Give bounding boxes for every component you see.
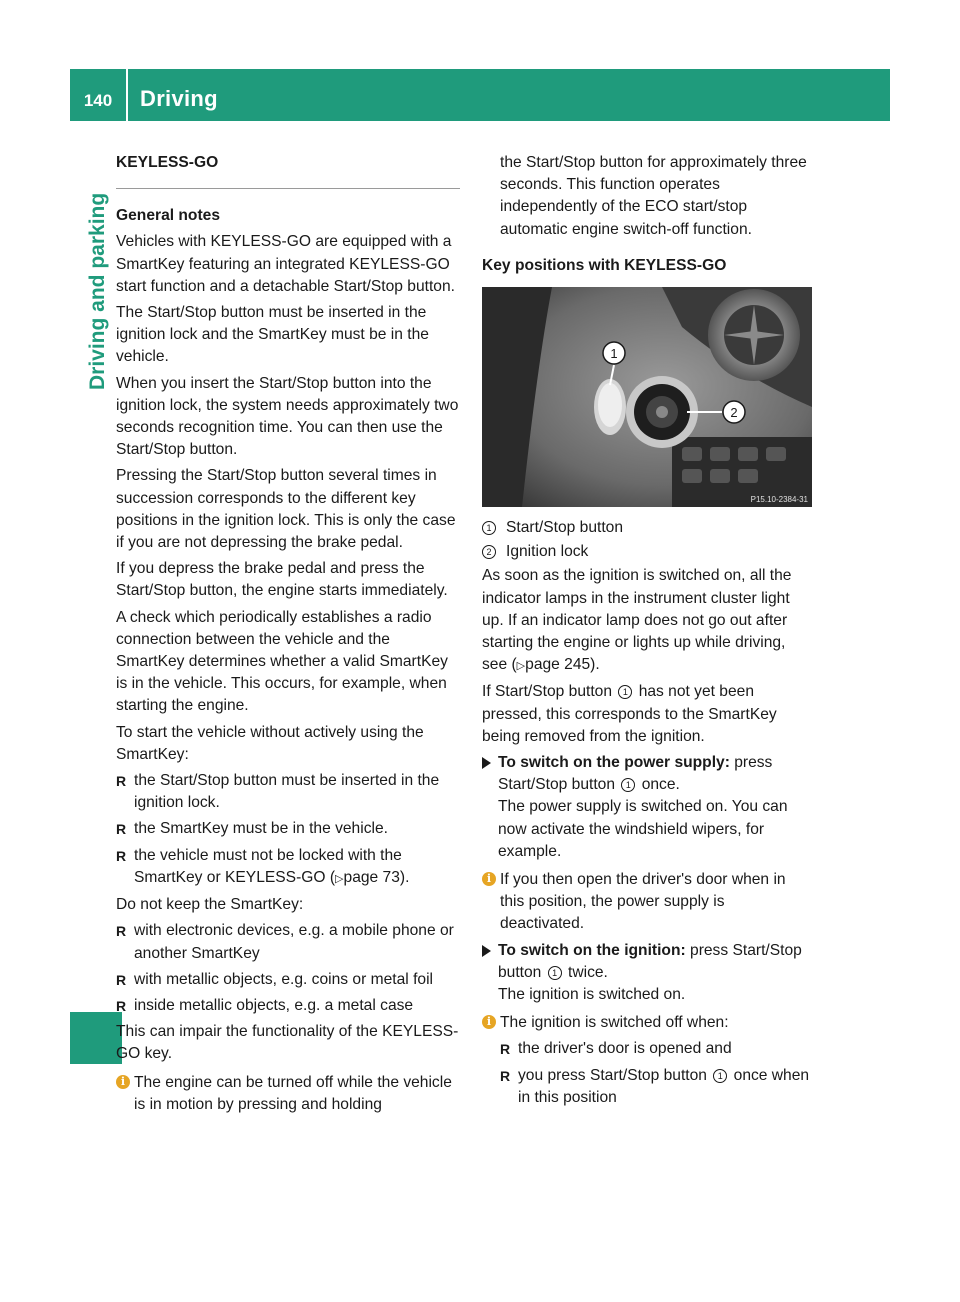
step-arrow-icon xyxy=(482,757,491,769)
general-notes-heading: General notes xyxy=(116,207,220,225)
callout-1-icon: 1 xyxy=(618,685,632,699)
info-icon: i xyxy=(482,1015,496,1029)
section-rule xyxy=(116,188,460,189)
section-title: KEYLESS-GO xyxy=(116,154,219,171)
start-conditions-list xyxy=(116,770,460,890)
paragraph: A check which periodically establishes a radio connection between the vehicle and the SmartKey determines whether a valid SmartKey is in the vehicle. This occurs, for example, when starting the engine. xyxy=(116,608,448,715)
right-column xyxy=(482,152,812,1113)
paragraph: Pressing the Start/Stop button several times in succession corresponds to the different key positions in the ignition lock. This is only the case if you are not depressing the brake pedal. xyxy=(116,467,456,552)
list-item: R the driver's door is opened and xyxy=(500,1038,812,1060)
callout-1-icon: 1 xyxy=(548,966,562,980)
xref-arrow-icon: ▷ xyxy=(335,872,344,885)
info-icon: i xyxy=(482,872,496,886)
list-item: R you press Start/Stop button 1 once when in this position xyxy=(500,1065,812,1109)
paragraph: When you insert the Start/Stop button into the ignition lock, the system needs approximately two seconds recognition time. You can then use the Start/Stop button. xyxy=(116,374,459,459)
page-reference-link[interactable]: page 73). xyxy=(343,868,410,886)
page-reference-link[interactable]: page 245). xyxy=(525,656,600,674)
key-positions-heading: Key positions with KEYLESS-GO xyxy=(482,256,727,274)
list-item: R with metallic objects, e.g. coins or metal foil xyxy=(116,969,460,991)
photo-callout-1: 1 xyxy=(610,346,618,362)
header-divider xyxy=(126,69,128,121)
paragraph: As soon as the ignition is switched on, all the indicator lamps in the instrument cluster light up. If an indicator lamp does not go out after starting the engine or lights up while driving, see (▷page 245). xyxy=(482,567,792,674)
instruction-step: To switch on the power supply: press Start/Stop button 1 once. The power supply is switched on. You can now activate the windshield wipers, for example. xyxy=(482,752,812,863)
paragraph: The Start/Stop button must be inserted in the ignition lock and the SmartKey must be in the vehicle. xyxy=(116,304,429,366)
list-item: R the Start/Stop button must be inserted in the ignition lock. xyxy=(116,770,460,814)
left-column xyxy=(116,152,460,1120)
instruction-step: To switch on the ignition: press Start/Stop button 1 twice. The ignition is switched on. xyxy=(482,940,812,1007)
paragraph: To start the vehicle without actively using the SmartKey: xyxy=(116,723,424,763)
info-note: i The ignition is switched off when: R the driver's door is opened and R you press Start/Stop button 1 once when in this position xyxy=(482,1012,812,1109)
list-item: R the vehicle must not be locked with the SmartKey or KEYLESS-GO (▷page 73). xyxy=(116,845,460,890)
paragraph: If you depress the brake pedal and press the Start/Stop button, the engine starts immediately. xyxy=(116,560,448,600)
xref-arrow-icon: ▷ xyxy=(516,660,526,673)
list-item: R the SmartKey must be in the vehicle. xyxy=(116,818,460,840)
off-conditions-list xyxy=(500,1038,812,1109)
photo-callout-2: 2 xyxy=(730,405,738,421)
callout-1-icon: 1 xyxy=(621,778,635,792)
legend-item: 1 Start/Stop button xyxy=(482,517,812,539)
info-note: i The engine can be turned off while the vehicle is in motion by pressing and holding xyxy=(116,1072,460,1116)
note-continuation: the Start/Stop button for approximately three seconds. This function operates independently of the ECO start/stop automatic engine switch-off function. xyxy=(500,154,807,238)
photo-code: P15.10-2384-31 xyxy=(750,495,808,505)
paragraph: Do not keep the SmartKey: xyxy=(116,896,304,914)
info-note: i If you then open the driver's door when in this position, the power supply is deactivated. xyxy=(482,869,812,936)
keep-away-list xyxy=(116,920,460,1017)
chapter-title: Driving xyxy=(140,86,218,111)
list-item: R with electronic devices, e.g. a mobile phone or another SmartKey xyxy=(116,920,460,964)
step-result: The power supply is switched on. You can now activate the windshield wipers, for example. xyxy=(498,798,788,860)
callout-1-icon: 1 xyxy=(482,521,496,535)
paragraph: This can impair the functionality of the KEYLESS-GO key. xyxy=(116,1023,459,1063)
ignition-lock-photo xyxy=(482,287,812,507)
callout-2-icon: 2 xyxy=(482,545,496,559)
info-icon: i xyxy=(116,1075,130,1089)
paragraph: If Start/Stop button 1 has not yet been pressed, this corresponds to the SmartKey being removed from the ignition. xyxy=(482,683,777,745)
list-item: R inside metallic objects, e.g. a metal case xyxy=(116,995,460,1017)
callout-1-icon: 1 xyxy=(713,1069,727,1083)
paragraph: Vehicles with KEYLESS-GO are equipped with a SmartKey featuring an integrated KEYLESS-GO start function and a detachable Start/Stop button. xyxy=(116,233,455,295)
side-tab-block xyxy=(70,1012,122,1064)
side-tab-label: Driving and parking xyxy=(86,192,109,390)
step-arrow-icon xyxy=(482,945,491,957)
page-number: 140 xyxy=(83,91,113,110)
legend-item: 2 Ignition lock xyxy=(482,541,812,563)
step-result: The ignition is switched on. xyxy=(498,986,686,1004)
